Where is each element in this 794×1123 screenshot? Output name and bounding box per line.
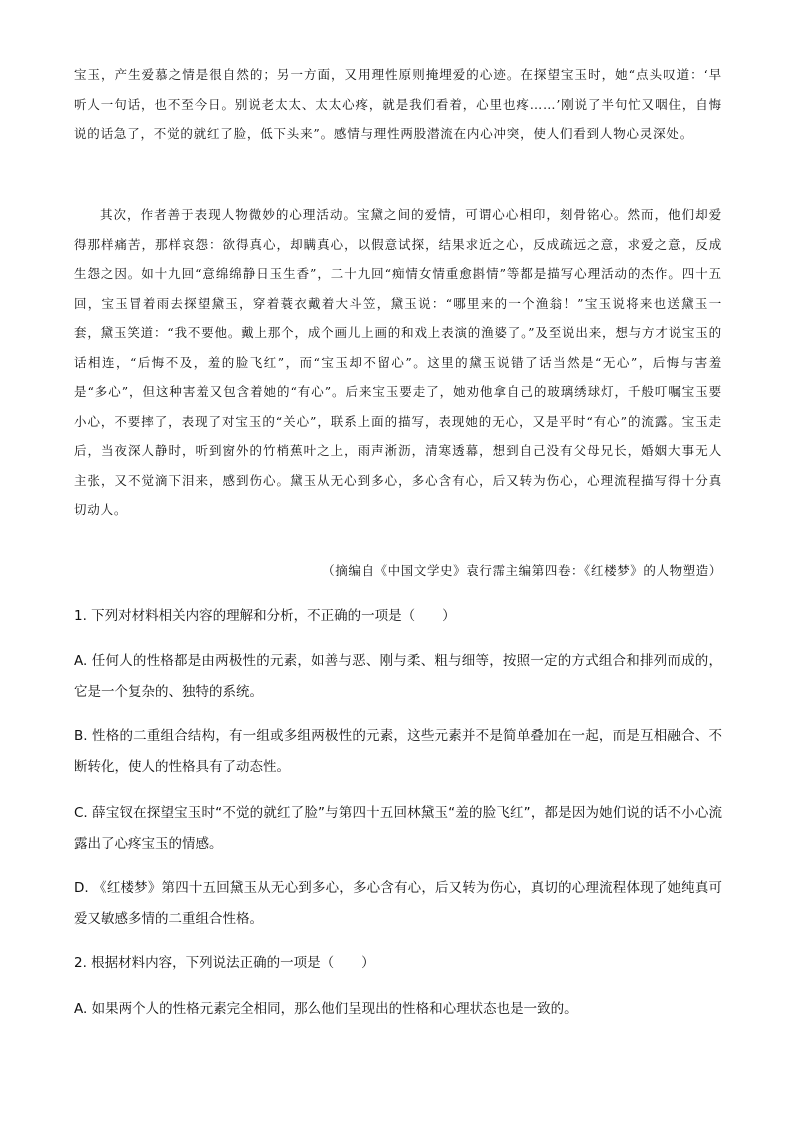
passage-paragraph-1: 宝玉，产生爱慕之情是很自然的；另一方面，又用理性原则掩埋爱的心迹。在探望宝玉时，她“点头叹道：‘早听人一句话，也不至今日。别说老太太、太太心疼，就是我们看着，心里也疼……’刚说了半句忙又咽住，自悔说的话急了，不觉的就红了脸，低下头来”。感情与理性两股潜流在内心冲突，使人们看到人物心灵深处。 [74, 67, 722, 141]
question-1-option-a: A. 任何人的性格都是由两极性的元素，如善与恶、刚与柔、粗与细等，按照一定的方式组合和排列而成的，它是一个复杂的、独特的系统。 [74, 653, 722, 700]
passage-paragraph-2: 其次，作者善于表现人物微妙的心理活动。宝黛之间的爱情，可谓心心相印，刻骨铭心。然而，他们却爱得那样痛苦，那样哀怨：欲得真心，却瞒真心，以假意试探，结果求近之心，反成疏远之意，求爱之意，反成生怨之因。如十九回“意绵绵静日玉生香”，二十九回“痴情女情重愈斟情”等都是描写心理活动的杰作。四十五回，宝玉冒着雨去探望黛玉，穿着蓑衣戴着大斗笠，黛玉说：“哪里来的一个渔翁！”宝玉说将来也送黛玉一套，黛玉笑道：“我不要他。戴上那个，成个画儿上画的和戏上表演的渔婆了。”及至说出来，想与方才说宝玉的话相连，“后悔不及，羞的脸飞红”，而“宝玉却不留心”。这里的黛玉说错了话当然是“无心”，后悔与害羞是“多心”，但这种害羞又包含着她的“有心”。后来宝玉要走了，她劝他拿自己的玻璃绣球灯，千般叮嘱宝玉要小心，不要摔了，表现了对宝玉的“关心”，联系上面的描写，表现她的无心，又是平时“有心”的流露。宝玉走后，当夜深人静时，听到窗外的竹梢蕉叶之上，雨声淅沥，清寒透幕，想到自己没有父母兄长，婚姻大事无人主张，又不觉滴下泪来，感到伤心。黛玉从无心到多心，多心含有心，后又转为伤心，心理流程描写得十分真切动人。 [74, 207, 722, 517]
passage-source-citation: （摘编自《中国文学史》袁行霈主编第四卷：《红楼梦》的人物塑造） [322, 563, 722, 578]
question-2-option-a: A. 如果两个人的性格元素完全相同，那么他们呈现出的性格和心理状态也是一致的。 [74, 1001, 578, 1017]
question-1-option-d: D. 《红楼梦》第四十五回黛玉从无心到多心，多心含有心，后又转为伤心，真切的心理流程体现了她纯真可爱又敏感多情的二重组合性格。 [74, 880, 722, 927]
question-1-option-c: C. 薛宝钗在探望宝玉时“不觉的就红了脸”与第四十五回林黛玉“羞的脸飞红”，都是因为她们说的话不小心流露出了心疼宝玉的情感。 [74, 805, 722, 852]
question-1-stem: 1. 下列对材料相关内容的理解和分析，不正确的一项是（ ） [74, 608, 456, 624]
question-2-stem: 2. 根据材料内容，下列说法正确的一项是（ ） [74, 955, 375, 971]
question-1-option-b: B. 性格的二重组合结构，有一组或多组两极性的元素，这些元素并不是简单叠加在一起，而是互相融合、不断转化，使人的性格具有了动态性。 [74, 728, 722, 775]
